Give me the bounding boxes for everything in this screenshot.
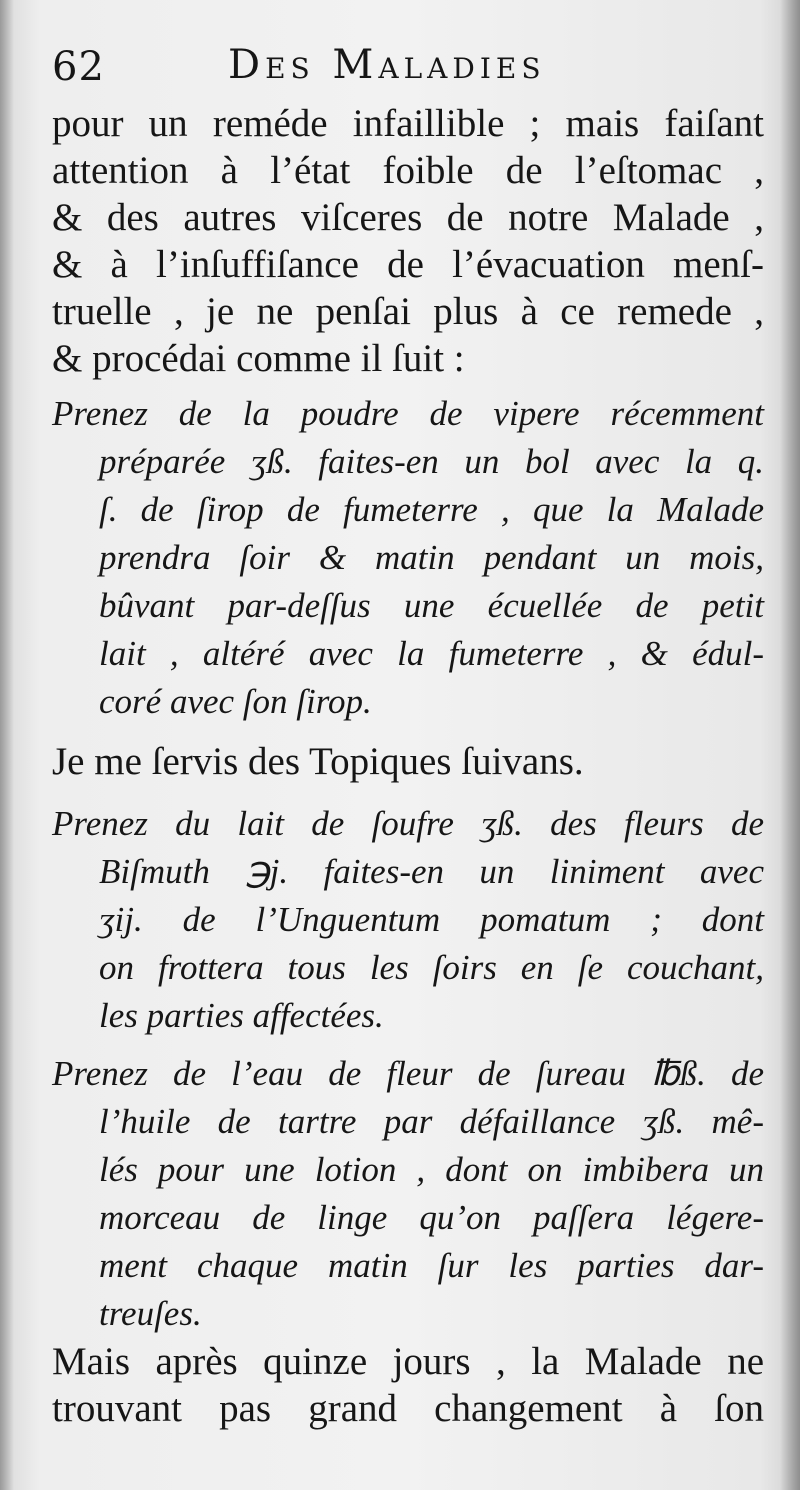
text-line: lés pour une lotion , dont on imbibera un xyxy=(99,1150,764,1189)
prescription-viper-powder xyxy=(52,390,764,726)
paragraph-opening xyxy=(52,100,764,382)
paragraph-after-fifteen-days xyxy=(52,1338,764,1432)
page-right-shadow xyxy=(780,0,800,1490)
text-line: & à l’inſuffiſance de l’évacuation menſ- xyxy=(52,243,764,286)
text-line: ment chaque matin ſur les parties dar- xyxy=(99,1246,764,1285)
header-title: Des Maladies xyxy=(228,42,546,88)
text-line: les parties affectées. xyxy=(99,996,384,1035)
text-line: treuſes. xyxy=(99,1294,202,1333)
page-number: 62 xyxy=(52,44,105,90)
text-line: Prenez de l’eau de fleur de ſureau ℔ß. de xyxy=(52,1054,764,1093)
text-line: Je me ſervis des Topiques ſuivans. xyxy=(52,740,584,783)
text-line: lait , altéré avec la fumeterre , & édul- xyxy=(99,634,764,673)
text-line: l’huile de tartre par défaillance ʒß. mê- xyxy=(99,1102,764,1141)
prescription-elder-water xyxy=(52,1050,764,1338)
text-line: ſ. de ſirop de fumeterre , que la Malade xyxy=(99,490,764,529)
paragraph-topicals xyxy=(52,738,764,785)
text-line: Prenez du lait de ſoufre ʒß. des fleurs de xyxy=(52,804,764,843)
text-line: trouvant pas grand changement à ſon xyxy=(52,1387,764,1430)
text-line: pour un reméde infaillible ; mais faiſant xyxy=(52,102,764,145)
text-line: & procédai comme il ſuit : xyxy=(52,337,465,380)
prescription-sulphur-milk xyxy=(52,800,764,1040)
text-line: ʒij. de l’Unguentum pomatum ; dont xyxy=(99,900,764,939)
text-line: on frottera tous les ſoirs en ſe couchant, xyxy=(99,948,764,987)
text-line: Mais après quinze jours , la Malade ne xyxy=(52,1340,764,1383)
text-line: truelle , je ne penſai plus à ce remede , xyxy=(52,290,764,333)
text-line: Prenez de la poudre de vipere récemment xyxy=(52,394,764,433)
text-line: & des autres viſceres de notre Malade , xyxy=(52,196,764,239)
text-line: Biſmuth ℈j. faites-en un liniment avec xyxy=(99,852,764,891)
text-line: préparée ʒß. faites-en un bol avec la q. xyxy=(99,442,764,481)
running-head xyxy=(52,38,752,94)
text-line: morceau de linge qu’on paſſera légere- xyxy=(99,1198,764,1237)
text-line: prendra ſoir & matin pendant un mois, xyxy=(99,538,764,577)
text-line: bûvant par-deſſus une écuellée de petit xyxy=(99,586,764,625)
page-left-shadow xyxy=(0,0,14,1490)
text-line: coré avec ſon ſirop. xyxy=(99,682,372,721)
text-line: attention à l’état foible de l’eſtomac , xyxy=(52,149,764,192)
